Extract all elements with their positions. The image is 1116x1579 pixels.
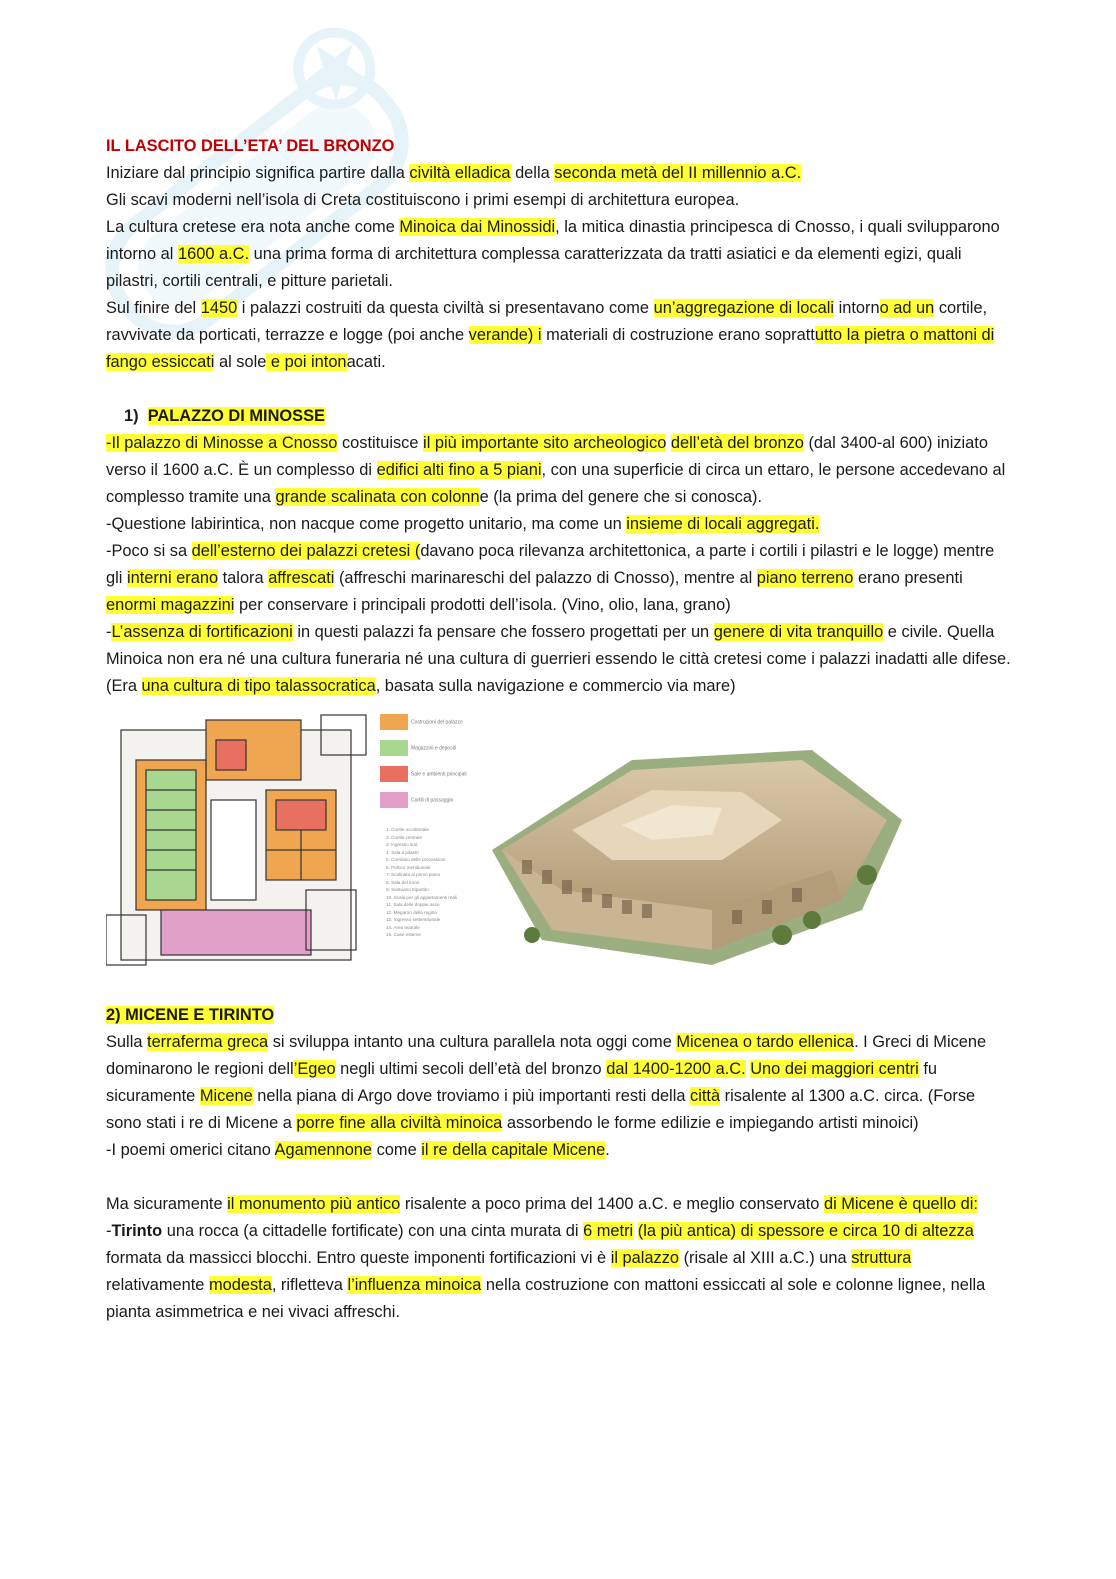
spacer — [106, 376, 1011, 403]
highlight: civiltà elladica — [409, 164, 511, 182]
legend-label: Costruzioni del palazzo — [411, 719, 463, 726]
highlight: genere di vita tranquillo — [713, 623, 884, 641]
highlight: il palazzo — [610, 1249, 680, 1267]
highlight: affrescati — [268, 569, 335, 587]
legend-list-item: 11. Sala delle doppie asce — [386, 902, 440, 907]
heading-number: 1) — [124, 407, 139, 425]
text: una prima forma di architettura complessa caratterizzata da tratti asiatici e da elementi egizi, quali pilastri, cortili centrali, e pitture parietali. — [106, 245, 962, 290]
paragraph-palaces-1450 — [106, 295, 1011, 376]
highlight: Micene — [199, 1087, 253, 1105]
highlight: porre fine alla civiltà minoica — [296, 1114, 503, 1132]
text: , basata sulla navigazione e commercio via mare) — [375, 677, 736, 695]
palace-reconstruction-image — [482, 710, 902, 972]
text: intorn — [834, 299, 880, 317]
legend-list-item: 2. Cortile centrale — [386, 834, 423, 840]
paragraph-labirintica — [106, 511, 1011, 538]
legend-list-item: 1. Cortile occidentale — [386, 827, 429, 832]
text: formata da massicci blocchi. Entro queste imponenti fortificazioni vi è — [106, 1249, 611, 1267]
text: (dal 3400-al 600) iniziato verso il 1600 a.C. È un complesso di — [106, 434, 988, 479]
text: acati. — [346, 353, 386, 371]
text: , con una superficie di circa un ettaro, le persone accedevano al complesso tramite una — [106, 461, 1006, 506]
paragraph-esterno — [106, 538, 1011, 619]
legend-list-item: 12. Megaron della regina — [386, 909, 437, 915]
highlight: piano terreno — [756, 569, 854, 587]
palace-figures — [106, 710, 1011, 994]
text: risalente a poco prima del 1400 a.C. e meglio conservato — [400, 1195, 824, 1213]
text: relativamente — [106, 1276, 209, 1294]
text: in questi palazzi fa pensare che fossero progettati per un — [292, 623, 714, 641]
text: una rocca (a cittadelle fortificate) con una cinta murata di — [162, 1222, 584, 1240]
highlight: 6 metri — [583, 1222, 634, 1240]
palace-floor-plan — [106, 710, 371, 972]
section-heading-micene-tirinto — [106, 1002, 1011, 1029]
legend-swatch — [380, 792, 408, 808]
highlight: L’assenza di fortificazioni — [111, 623, 293, 641]
paragraph-intro — [106, 160, 1011, 187]
text: nella costruzione con mattoni essiccati al sole e colonne lignee, nella pianta asimmetrica e nei vivaci affreschi. — [106, 1276, 986, 1321]
legend-label: Sale e ambienti principali — [411, 771, 467, 778]
highlight: di Micene è quello di: — [823, 1195, 978, 1213]
text: (risale al XIII a.C.) una — [679, 1249, 852, 1267]
legend-list-item: 9. Santuario tripartito — [386, 887, 429, 892]
text: . I Greci di Micene dominarono le regioni dell — [106, 1033, 987, 1078]
text: della — [510, 164, 555, 182]
highlight: dell’esterno dei palazzi cretesi ( — [191, 542, 421, 560]
text: (affreschi marinareschi del palazzo di Cnosso), mentre al — [334, 569, 757, 587]
highlight: Micenea o tardo ellenica — [676, 1033, 855, 1051]
highlight: Agamennone — [274, 1141, 373, 1159]
legend-item — [380, 766, 476, 782]
text: risalente al 1300 a.C. circa. (Forse sono stati i re di Micene a — [106, 1087, 976, 1132]
legend-label: Magazzini e depositi — [411, 745, 457, 752]
text: erano presenti — [853, 569, 963, 587]
legend-swatch — [380, 766, 408, 782]
highlight: insieme di locali aggregati. — [626, 515, 820, 533]
paragraph-tirinto — [106, 1218, 1011, 1326]
heading-title: 2) MICENE E TIRINTO — [106, 1006, 275, 1024]
text: -Poco si sa — [106, 542, 192, 560]
paragraph-micenea — [106, 1029, 1011, 1137]
highlight: utto la pietra o mattoni di fango essiccati — [106, 326, 995, 371]
legend-list-item: 10. Scala per gli appartamenti reali — [386, 894, 457, 900]
highlight: dell’età del bronzo — [670, 434, 804, 452]
text: costituisce — [337, 434, 424, 452]
highlight: dal 1400-1200 a.C. — [606, 1060, 746, 1078]
text: e (la prima del genere che si conosca). — [479, 488, 763, 506]
highlight: edifici alti fino a 5 piani — [376, 461, 542, 479]
highlight: struttura — [851, 1249, 912, 1267]
paragraph-minoan-culture — [106, 214, 1011, 295]
text: Sulla — [106, 1033, 148, 1051]
section-title-bronze-age: IL LASCITO DELL’ETA’ DEL BRONZO — [106, 137, 395, 155]
legend-list-item: 6. Portico meridionale — [386, 864, 431, 870]
legend-list-item: 4. Sala a pilastri — [386, 849, 419, 855]
legend-swatch — [380, 714, 408, 730]
legend-list-item: 15. Case esterne — [386, 932, 421, 937]
highlight: il più importante sito archeologico — [423, 434, 667, 452]
bold-term: Tirinto — [111, 1222, 163, 1240]
legend-label: Cortili di passaggio — [411, 797, 454, 804]
highlight: una cultura di tipo talassocratica — [141, 677, 376, 695]
legend-item — [380, 714, 476, 730]
highlight: 1600 a.C. — [177, 245, 250, 263]
highlight: un’aggregazione di locali — [653, 299, 835, 317]
highlight: città — [690, 1087, 721, 1105]
highlight: enormi magazzini — [106, 596, 235, 614]
paragraph-cnosso — [106, 430, 1011, 511]
text: - — [106, 623, 112, 641]
spacer — [106, 1164, 1011, 1191]
highlight: il re della capitale Micene — [421, 1141, 606, 1159]
legend-swatch — [380, 740, 408, 756]
highlight: seconda metà del II millennio a.C. — [554, 164, 802, 182]
section-heading-palazzo-minosse — [106, 403, 1011, 430]
text: -I poemi omerici citano — [106, 1141, 275, 1159]
paragraph-crete: Gli scavi moderni nell’isola di Creta costituiscono i primi esempi di architettura europea. — [106, 191, 740, 209]
paragraph-fortificazioni — [106, 619, 1011, 700]
text: si sviluppa intanto una cultura parallela nota oggi come — [268, 1033, 677, 1051]
text: La cultura cretese era nota anche come — [106, 218, 400, 236]
legend-list-item: 3. Ingresso sud — [386, 842, 418, 847]
highlight: verande) i — [468, 326, 542, 344]
paragraph-omerici — [106, 1137, 1011, 1164]
highlight: -Il palazzo di Minosse a Cnosso — [106, 434, 338, 452]
highlight: modesta — [208, 1276, 272, 1294]
highlight: e poi inton — [266, 353, 347, 371]
legend-list-item: 5. Corridoio delle processioni — [386, 857, 446, 862]
highlight: o ad un — [879, 299, 935, 317]
highlight: il monumento più antico — [227, 1195, 401, 1213]
legend-item — [380, 740, 476, 756]
text: al sole — [214, 353, 267, 371]
text: materiali di costruzione erano sopratt — [541, 326, 815, 344]
text: , rifletteva — [271, 1276, 348, 1294]
text: Iniziare dal principio significa partire dalla — [106, 164, 410, 182]
text: , la mitica dinastia principesca di Cnosso, i quali svilupparono intorno al — [106, 218, 1000, 263]
highlight: Minoica dai Minossidi — [399, 218, 556, 236]
text: i palazzi costruiti da questa civiltà si presentavano come — [237, 299, 654, 317]
text: nella piana di Argo dove troviamo i più importanti resti della — [252, 1087, 691, 1105]
highlight: l’influenza minoica — [347, 1276, 482, 1294]
document-body — [106, 133, 1011, 1326]
text: cortile, ravvivate da porticati, terrazze e logge (poi anche — [106, 299, 988, 344]
text: . — [605, 1141, 610, 1159]
text: e civile. Quella Minoica non era né una cultura funeraria né una cultura di guerrieri essendo le città cretesi come i palazzi inadatti alle difese. (Era — [106, 623, 1011, 695]
text: negli ultimi secoli dell’età del bronzo — [335, 1060, 607, 1078]
text: per conservare i principali prodotti dell’isola. (Vino, olio, lana, grano) — [234, 596, 731, 614]
highlight: Uno dei maggiori centri — [750, 1060, 919, 1078]
floor-plan-legend — [376, 710, 481, 956]
text: fu sicuramente — [106, 1060, 937, 1105]
text: -Questione labirintica, non nacque come progetto unitario, ma come un — [106, 515, 627, 533]
highlight: (la più antica) di spessore e circa 10 di altezza — [637, 1222, 974, 1240]
legend-list-item: 7. Scalinata al primo piano — [386, 872, 441, 877]
highlight: ’Egeo — [293, 1060, 336, 1078]
text: come — [372, 1141, 422, 1159]
text: talora — [218, 569, 269, 587]
legend-list-item: 13. Ingresso settentrionale — [386, 917, 441, 922]
legend-list-item: 8. Sala del trono — [386, 879, 420, 885]
highlight: 1450 — [200, 299, 238, 317]
legend-list — [386, 826, 476, 939]
text: assorbendo le forme edilizie e impiegando artisti minoici) — [502, 1114, 919, 1132]
text: - — [106, 1222, 112, 1240]
heading-title: PALAZZO DI MINOSSE — [147, 407, 325, 425]
text: davano poca rilevanza architettonica, a parte i cortili i pilastri e le logge) mentre gli — [106, 542, 995, 587]
highlight: interni erano — [126, 569, 219, 587]
paragraph-monumento — [106, 1191, 1011, 1218]
legend-item — [380, 792, 476, 808]
highlight: terraferma greca — [147, 1033, 269, 1051]
text: Ma sicuramente — [106, 1195, 228, 1213]
legend-list-item: 14. Area teatrale — [386, 924, 420, 930]
highlight: grande scalinata con colonn — [275, 488, 480, 506]
text: Sul finire del — [106, 299, 201, 317]
